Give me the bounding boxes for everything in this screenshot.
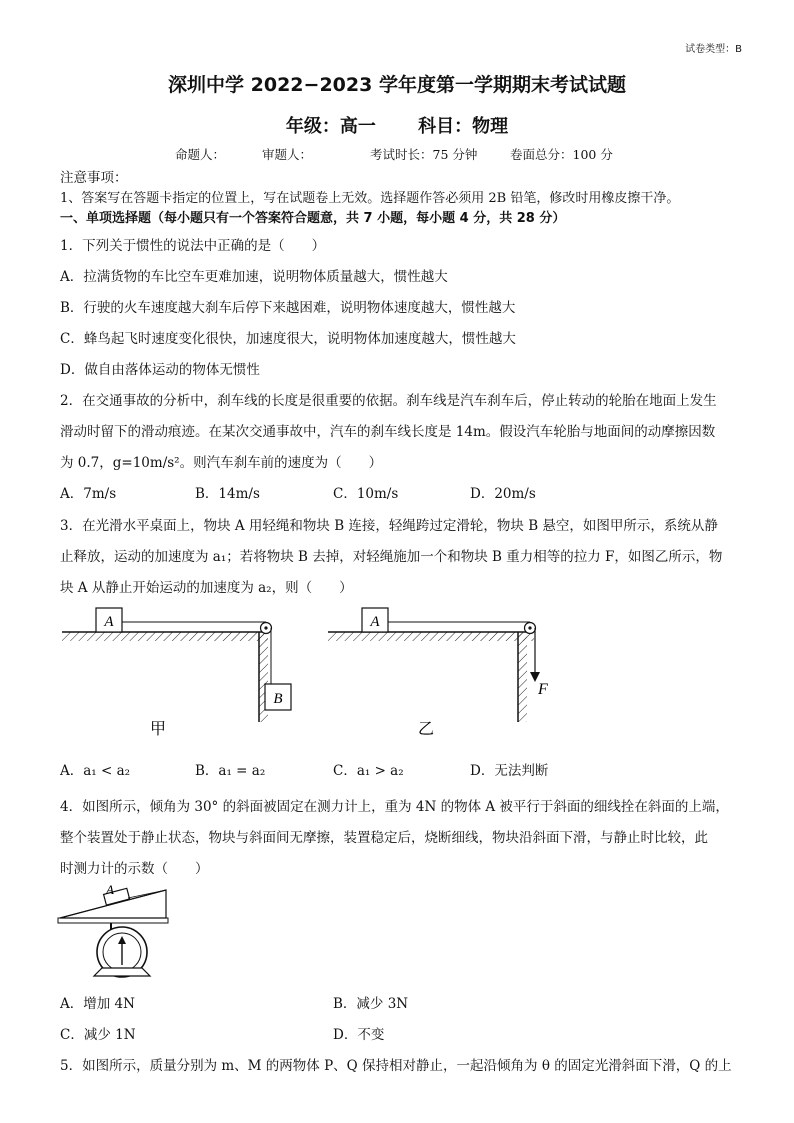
paper-type: 试卷类型：B (685, 44, 742, 55)
q3-right-caption: 乙 (417, 719, 435, 738)
q4-incline-scale-figure (56, 880, 176, 980)
notes-item-1: 1、答案写在答题卡指定的位置上，写在试题卷上无效。选择题作答必须用 2B 铅笔，修改时用橡皮擦干净。 (60, 191, 680, 206)
q4-option-c: C．减少 1N (60, 1027, 136, 1043)
q3-left-label-a: A (104, 614, 114, 630)
q1-option-b: B．行驶的火车速度越大刹车后停下来越困难，说明物体速度越大，惯性越大 (60, 300, 516, 316)
q1-option-c: C．蜂鸟起飞时速度变化很快，加速度很大，说明物体加速度越大，惯性越大 (60, 331, 516, 347)
q3-line-1: 3．在光滑水平桌面上，物块 A 用轻绳和物块 B 连接，轻绳跨过定滑轮，物块 B 悬空，如图甲所示，系统从静 (60, 518, 718, 534)
q4-line-2: 整个装置处于静止状态，物块与斜面间无摩擦，装置稳定后，烧断细线，物块沿斜面下滑，与静止时比较，此 (60, 830, 708, 846)
q2-option-c: C．10m/s (333, 486, 399, 502)
q4-option-d: D．不变 (333, 1027, 385, 1043)
q3-option-b: B．a₁ = a₂ (195, 763, 266, 779)
q2-line-3: 为 0.7，g=10m/s²。则汽车刹车前的速度为（ ） (60, 455, 383, 471)
q3-option-d: D．无法判断 (470, 763, 549, 779)
exam-title: 深圳中学 2022−2023 学年度第一学期期末考试试题 (168, 74, 626, 96)
q2-option-b: B．14m/s (195, 486, 260, 502)
q1-option-d: D．做自由落体运动的物体无惯性 (60, 362, 260, 378)
q3-option-a: A．a₁ < a₂ (60, 763, 131, 779)
q3-line-3: 块 A 从静止开始运动的加速度为 a₂，则（ ） (60, 580, 353, 596)
q4-option-b: B．减少 3N (333, 996, 409, 1012)
grade-subject (0, 112, 794, 138)
q4-label-a: A (106, 882, 114, 897)
q2-option-a: A．7m/s (60, 486, 117, 502)
q3-right-label-a: A (370, 614, 380, 630)
setter: 命题人： (175, 147, 226, 162)
q4-option-a: A．增加 4N (60, 996, 135, 1012)
q3-left-caption: 甲 (149, 719, 167, 738)
section-1-heading: 一、单项选择题（每小题只有一个答案符合题意，共 7 小题，每小题 4 分，共 28 分） (60, 211, 566, 226)
q3-line-2: 止释放，运动的加速度为 a₁；若将物块 B 去掉，对轻绳施加一个和物块 B 重力相等的拉力 F，如图乙所示，物 (60, 549, 723, 565)
q1-option-a: A．拉满货物的车比空车更难加速，说明物体质量越大，惯性越大 (60, 269, 448, 285)
q2-option-d: D．20m/s (470, 486, 536, 502)
reviewer: 审题人： (262, 147, 313, 162)
subject: 科目：物理 (418, 116, 509, 137)
grade: 年级：高一 (285, 116, 376, 137)
q2-line-2: 滑动时留下的滑动痕迹。在某次交通事故中，汽车的刹车线长度是 14m。假设汽车轮胎与地面间的动摩擦因数 (60, 424, 716, 440)
q3-figure-left (60, 600, 300, 750)
duration: 考试时长：75 分钟 (370, 147, 478, 162)
q3-option-c: C．a₁ > a₂ (333, 763, 404, 779)
total-score: 卷面总分：100 分 (510, 147, 613, 162)
q5-line-1: 5．如图所示，质量分别为 m、M 的两物体 P、Q 保持相对静止，一起沿倾角为 θ 的固定光滑斜面下滑，Q 的上 (60, 1058, 732, 1074)
q3-figure-right (326, 600, 556, 750)
q3-force-label: F (538, 681, 548, 698)
q1-stem: 1．下列关于惯性的说法中正确的是（ ） (60, 238, 326, 254)
q4-line-3: 时测力计的示数（ ） (60, 861, 209, 877)
q4-line-1: 4．如图所示，倾角为 30° 的斜面被固定在测力计上，重为 4N 的物体 A 被平行于斜面的细线拴在斜面的上端， (60, 799, 729, 815)
q2-line-1: 2．在交通事故的分析中，刹车线的长度是很重要的依据。刹车线是汽车刹车后，停止转动的轮胎在地面上发生 (60, 393, 717, 409)
q3-left-label-b: B (273, 691, 283, 707)
notes-heading: 注意事项： (60, 170, 128, 186)
